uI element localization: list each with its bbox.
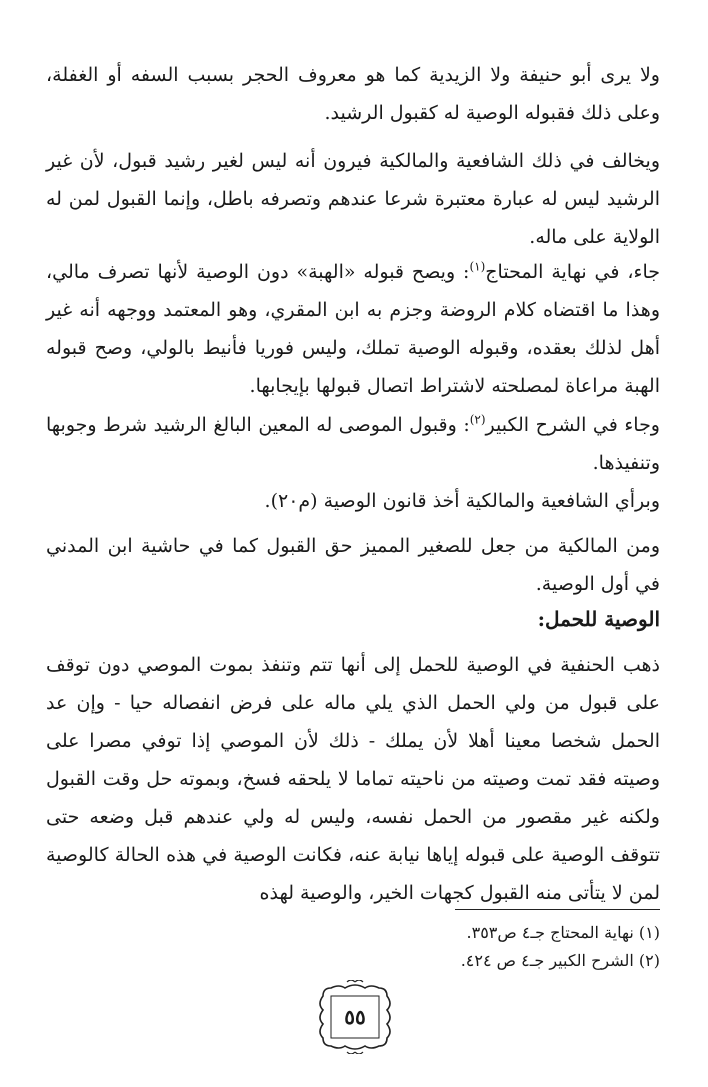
footnote-ref-1: (١) — [469, 259, 486, 274]
paragraph-5: وبرأي الشافعية والمالكية أخذ قانون الوصية (م٢٠). — [264, 490, 660, 512]
paragraph-3-body: : ويصح قبوله «الهبة» دون الوصية لأنها تصرف مالي، وهذا ما اقتضاه كلام الروضة وجزم به ابن المقري، وهو المعتمد ووجهه أنه غير أهل لذلك بعقده، وقبوله الوصية تملك، وليس فوريا فأنيط بالولي، وصح قبوله الهبة مراعاة لمصلحته لاشتراط اتصال قبولها بإيجابها. — [46, 261, 660, 397]
footnote-ref-2: (٢) — [469, 412, 486, 427]
footnote-1: (١) نهاية المحتاج جـ٤ ص٣٥٣. — [466, 923, 660, 942]
paragraph-6: ومن المالكية من جعل للصغير المميز حق القبول كما في حاشية ابن المدني في أول الوصية. — [46, 535, 660, 595]
section-heading: الوصية للحمل: — [537, 607, 660, 631]
paragraph-4-body: : وقبول الموصى له المعين البالغ الرشيد شرط وجوبها وتنفيذها. — [46, 414, 660, 474]
paragraph-4 — [46, 406, 660, 482]
paragraph-3-lead: جاء، في نهاية المحتاج — [485, 261, 660, 283]
paragraph-4-lead: وجاء في الشرح الكبير — [485, 414, 660, 436]
paragraph-7: ذهب الحنفية في الوصية للحمل إلى أنها تتم وتنفذ بموت الموصي دون توقف على قبول من ولي الحمل الذي يلي ماله على فرض انفصاله حيا - وإن عد الحمل شخصا معينا أهلا لأن يملك - ذلك لأن الموصي إذا توفي مصرا على وصيته فقد تمت وصيته من ناحيته تماما لا يلحقه فسخ، وبموته حل وقت القبول ولكنه غير مقصور من الحمل نفسه، وليس له ولي عندهم قبل وضعه حتى تتوقف الوصية على قبوله إياها نيابة عنه، فكانت الوصية في هذه الحالة كالوصية لمن لا يتأتى منه القبول كجهات الخير، والوصية لهذه — [46, 654, 660, 904]
footnote-divider — [455, 909, 660, 910]
paragraph-3 — [46, 253, 660, 405]
footnote-2: (٢) الشرح الكبير جـ٤ ص ٤٢٤. — [460, 951, 660, 970]
page-number: ٥٥ — [344, 1005, 366, 1029]
paragraph-2: ويخالف في ذلك الشافعية والمالكية فيرون أنه ليس لغير رشيد قبول، لأن غير الرشيد ليس له عبارة معتبرة شرعا عندهم وتصرفه باطل، وإنما القبول لمن له الولاية على ماله. — [46, 150, 660, 248]
paragraph-1: ولا يرى أبو حنيفة ولا الزيدية كما هو معروف الحجر بسبب السفه أو الغفلة، وعلى ذلك فقبوله الوصية له كقبول الرشيد. — [46, 64, 660, 124]
